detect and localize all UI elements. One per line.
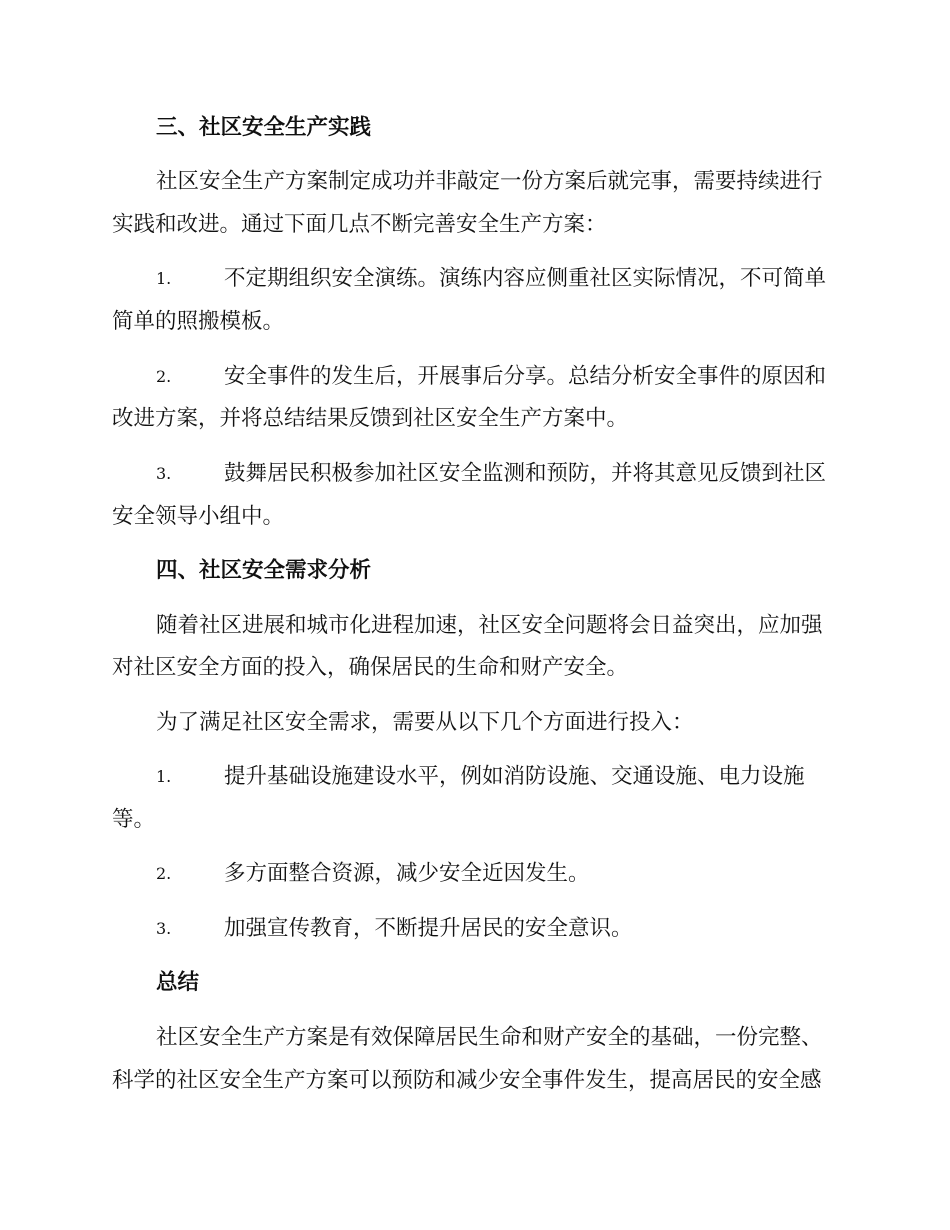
section4-para2: 为了满足社区安全需求，需要从以下几个方面进行投入： xyxy=(156,710,694,735)
section4-item1-number: 1. xyxy=(156,767,172,786)
section4-item3-line1: 加强宣传教育，不断提升居民的安全意识。 xyxy=(224,916,633,941)
section4-item2-line1: 多方面整合资源，减少安全近因发生。 xyxy=(224,861,590,886)
summary-line2: 科学的社区安全生产方案可以预防和减少安全事件发生，提高居民的安全感 xyxy=(112,1068,822,1093)
section4-item3-number: 3. xyxy=(156,919,172,938)
section3-item2-line2: 改进方案，并将总结结果反馈到社区安全生产方案中。 xyxy=(112,406,629,431)
section3-intro-line2: 实践和改进。通过下面几点不断完善安全生产方案： xyxy=(112,212,607,237)
section4-item1-line2: 等。 xyxy=(112,807,156,832)
section4-para1-line1: 随着社区进展和城市化进程加速，社区安全问题将会日益突出，应加强 xyxy=(156,613,823,638)
section3-item3-line1: 鼓舞居民积极参加社区安全监测和预防，并将其意见反馈到社区 xyxy=(224,461,827,486)
summary-line1: 社区安全生产方案是有效保障居民生命和财产安全的基础，一份完整、 xyxy=(156,1025,823,1050)
section3-item3-number: 3. xyxy=(156,464,172,483)
section4-item1-line1: 提升基础设施建设水平，例如消防设施、交通设施、电力设施 xyxy=(224,764,805,789)
section3-item2-number: 2. xyxy=(156,367,172,386)
section3-item1-number: 1. xyxy=(156,269,172,288)
section3-intro-line1: 社区安全生产方案制定成功并非敲定一份方案后就完事，需要持续进行 xyxy=(156,169,823,194)
section3-item2-line1: 安全事件的发生后，开展事后分享。总结分析安全事件的原因和 xyxy=(224,364,827,389)
summary-heading: 总结 xyxy=(156,970,200,995)
section3-item1-line1: 不定期组织安全演练。演练内容应侧重社区实际情况，不可简单 xyxy=(224,266,827,291)
section3-item1-line2: 简单的照搬模板。 xyxy=(112,309,285,334)
section3-heading: 三、社区安全生产实践 xyxy=(156,115,372,140)
section4-heading: 四、社区安全需求分析 xyxy=(156,558,372,583)
section4-item2-number: 2. xyxy=(156,864,172,883)
section4-para1-line2: 对社区安全方面的投入，确保居民的生命和财产安全。 xyxy=(112,655,629,680)
section3-item3-line2: 安全领导小组中。 xyxy=(112,504,285,529)
